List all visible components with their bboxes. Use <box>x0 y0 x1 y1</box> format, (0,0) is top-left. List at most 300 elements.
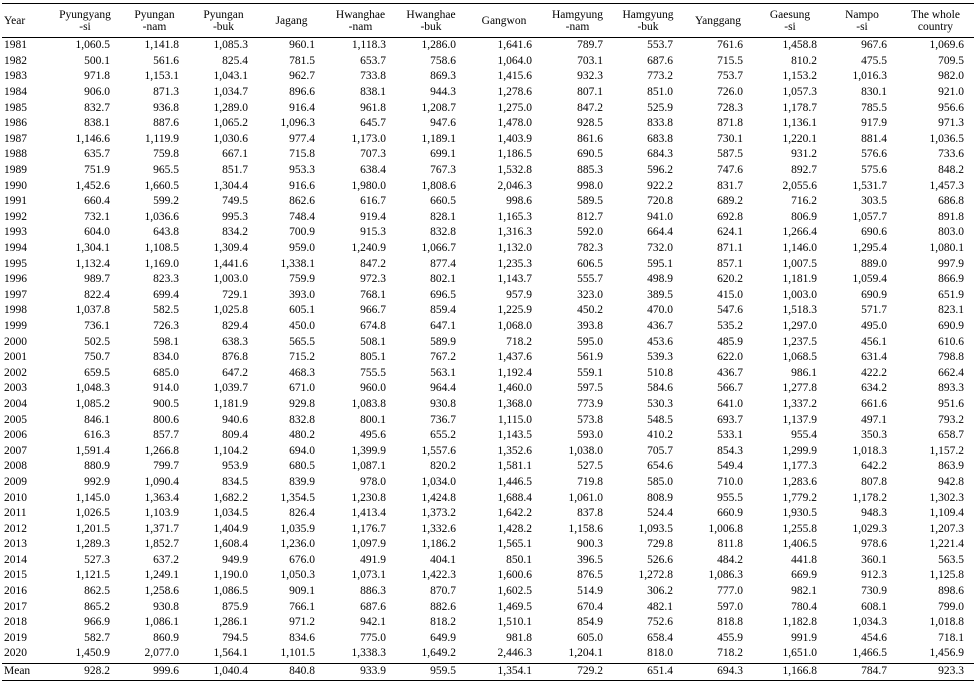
value-cell: 777.0 <box>717 585 743 598</box>
value-cell: 608.1 <box>861 600 887 613</box>
value-cell: 1,165.3 <box>497 210 532 223</box>
value-cell: 932.3 <box>577 70 603 83</box>
value-cell: 1,368.0 <box>497 397 532 410</box>
value-cell: 955.4 <box>791 429 817 442</box>
year-cell: 2019 <box>4 631 27 644</box>
value-cell: 661.6 <box>861 397 887 410</box>
value-cell: 1,036.5 <box>929 132 964 145</box>
year-cell: 1989 <box>4 164 27 177</box>
table-row <box>2 100 974 116</box>
value-cell: 1,181.9 <box>782 273 817 286</box>
value-cell: 887.6 <box>153 117 179 130</box>
value-cell: 1,371.7 <box>144 522 179 535</box>
value-cell: 482.1 <box>647 600 673 613</box>
value-cell: 729.2 <box>542 663 613 680</box>
value-cell: 436.7 <box>647 319 673 332</box>
value-cell: 1,121.5 <box>75 569 110 582</box>
value-cell: 1,531.7 <box>852 179 887 192</box>
value-cell: 1,118.3 <box>351 39 386 52</box>
year-cell: 1996 <box>4 273 27 286</box>
value-cell: 1,338.1 <box>280 257 315 270</box>
value-cell: 715.8 <box>289 148 315 161</box>
value-cell: 1,808.6 <box>421 179 456 192</box>
value-cell: 573.8 <box>577 413 603 426</box>
value-cell: 692.8 <box>717 210 743 223</box>
value-cell: 931.2 <box>791 148 817 161</box>
value-cell: 1,304.4 <box>213 179 248 192</box>
value-cell: 900.3 <box>577 538 603 551</box>
value-cell: 834.6 <box>289 631 315 644</box>
year-cell: 1999 <box>4 319 27 332</box>
value-cell: 1,186.5 <box>497 148 532 161</box>
value-cell: 468.3 <box>289 366 315 379</box>
value-cell: 576.6 <box>861 148 887 161</box>
value-cell: 694.3 <box>683 663 753 680</box>
value-cell: 1,132.0 <box>497 242 532 255</box>
value-cell: 870.7 <box>430 585 456 598</box>
value-cell: 851.0 <box>647 86 673 99</box>
value-cell: 422.2 <box>861 366 887 379</box>
value-cell: 1,057.7 <box>852 210 887 223</box>
value-cell: 624.1 <box>717 226 743 239</box>
value-cell: 689.2 <box>717 195 743 208</box>
value-cell: 699.1 <box>430 148 456 161</box>
value-cell: 404.1 <box>430 553 456 566</box>
year-cell: 2015 <box>4 569 27 582</box>
value-cell: 989.7 <box>84 273 110 286</box>
table-row <box>2 490 974 506</box>
value-cell: 1,038.0 <box>568 444 603 457</box>
value-cell: 563.1 <box>430 366 456 379</box>
value-cell: 694.0 <box>289 444 315 457</box>
column-header-line2: -si <box>856 20 868 33</box>
value-cell: 726.3 <box>153 319 179 332</box>
value-cell: 831.7 <box>717 179 743 192</box>
value-cell: 323.0 <box>577 288 603 301</box>
value-cell: 807.1 <box>577 86 603 99</box>
value-cell: 561.9 <box>577 351 603 364</box>
value-cell: 977.4 <box>289 132 315 145</box>
value-cell: 582.7 <box>84 631 110 644</box>
value-cell: 876.8 <box>222 351 248 364</box>
value-cell: 1,066.7 <box>421 242 456 255</box>
value-cell: 616.7 <box>360 195 386 208</box>
value-cell: 1,003.0 <box>213 273 248 286</box>
value-cell: 649.9 <box>430 631 456 644</box>
value-cell: 1,332.6 <box>421 522 456 535</box>
value-cell: 834.2 <box>222 226 248 239</box>
value-cell: 707.3 <box>360 148 386 161</box>
value-cell: 514.9 <box>577 585 603 598</box>
value-cell: 781.5 <box>289 54 315 67</box>
value-cell: 1,064.0 <box>497 54 532 67</box>
value-cell: 775.0 <box>360 631 386 644</box>
value-cell: 662.4 <box>938 366 964 379</box>
table-row <box>2 288 974 304</box>
value-cell: 1,086.1 <box>144 616 179 629</box>
value-cell: 1,354.5 <box>280 491 315 504</box>
value-cell: 1,852.7 <box>144 538 179 551</box>
year-cell: 1995 <box>4 257 27 270</box>
value-cell: 729.8 <box>647 538 673 551</box>
value-cell: 1,641.6 <box>497 39 532 52</box>
column-header-line2: -buk <box>212 20 235 33</box>
value-cell: 655.2 <box>430 429 456 442</box>
value-cell: 986.1 <box>791 366 817 379</box>
mean-label: Mean <box>2 663 50 680</box>
value-cell: 838.1 <box>360 86 386 99</box>
value-cell: 972.3 <box>360 273 386 286</box>
value-cell: 1,086.5 <box>213 585 248 598</box>
year-cell: 1984 <box>4 86 27 99</box>
table-row <box>2 412 974 428</box>
column-header-line1: Hwanghae <box>406 8 456 21</box>
value-cell: 793.2 <box>938 413 964 426</box>
value-cell: 1,040.4 <box>189 663 258 680</box>
value-cell: 1,087.1 <box>351 460 386 473</box>
value-cell: 497.1 <box>861 413 887 426</box>
value-cell: 1,428.2 <box>497 522 532 535</box>
value-cell: 605.1 <box>289 304 315 317</box>
year-cell: 1992 <box>4 210 27 223</box>
value-cell: 667.1 <box>222 148 248 161</box>
value-cell: 1,080.1 <box>929 242 964 255</box>
value-cell: 753.7 <box>717 70 743 83</box>
value-cell: 658.7 <box>938 429 964 442</box>
table-row <box>2 397 974 413</box>
value-cell: 953.9 <box>222 460 248 473</box>
value-cell: 726.0 <box>717 86 743 99</box>
year-cell: 2004 <box>4 397 27 410</box>
value-cell: 953.3 <box>289 164 315 177</box>
value-cell: 848.2 <box>938 164 964 177</box>
table-row <box>2 303 974 319</box>
value-cell: 862.6 <box>289 195 315 208</box>
value-cell: 961.8 <box>360 101 386 114</box>
value-cell: 456.1 <box>861 335 887 348</box>
value-cell: 1,096.3 <box>280 117 315 130</box>
value-cell: 947.6 <box>430 117 456 130</box>
value-cell: 1,404.9 <box>213 522 248 535</box>
value-cell: 964.4 <box>430 382 456 395</box>
value-cell: 595.0 <box>577 335 603 348</box>
value-cell: 854.3 <box>717 444 743 457</box>
year-cell: 2010 <box>4 491 27 504</box>
value-cell: 1,143.5 <box>497 429 532 442</box>
value-cell: 670.4 <box>577 600 603 613</box>
value-cell: 1,119.9 <box>144 132 179 145</box>
value-cell: 575.6 <box>861 164 887 177</box>
column-header <box>120 4 189 38</box>
value-cell: 991.9 <box>791 631 817 644</box>
value-cell: 768.1 <box>360 288 386 301</box>
year-cell: 2012 <box>4 522 27 535</box>
value-cell: 1,478.0 <box>497 117 532 130</box>
value-cell: 818.8 <box>717 616 743 629</box>
value-cell: 587.5 <box>717 148 743 161</box>
value-cell: 1,236.0 <box>280 538 315 551</box>
value-cell: 502.5 <box>84 335 110 348</box>
value-cell: 1,125.8 <box>929 569 964 582</box>
value-cell: 647.1 <box>430 319 456 332</box>
value-cell: 631.4 <box>861 351 887 364</box>
value-cell: 1,249.1 <box>144 569 179 582</box>
value-cell: 854.9 <box>577 616 603 629</box>
column-header-line2: -nam <box>142 20 167 33</box>
value-cell: 857.7 <box>153 429 179 442</box>
value-cell: 1,688.4 <box>497 491 532 504</box>
value-cell: 811.8 <box>717 538 743 551</box>
value-cell: 565.5 <box>289 335 315 348</box>
value-cell: 620.2 <box>717 273 743 286</box>
value-cell: 1,173.0 <box>351 132 386 145</box>
value-cell: 703.1 <box>577 54 603 67</box>
year-cell: 2014 <box>4 553 27 566</box>
value-cell: 1,235.3 <box>497 257 532 270</box>
value-cell: 891.8 <box>938 210 964 223</box>
value-cell: 914.0 <box>153 382 179 395</box>
value-cell: 909.1 <box>289 585 315 598</box>
value-cell: 555.7 <box>577 273 603 286</box>
value-cell: 719.8 <box>577 475 603 488</box>
value-cell: 892.7 <box>791 164 817 177</box>
value-cell: 660.9 <box>717 507 743 520</box>
column-header <box>542 4 613 38</box>
value-cell: 982.0 <box>938 70 964 83</box>
value-cell: 944.3 <box>430 86 456 99</box>
value-cell: 1,034.3 <box>852 616 887 629</box>
year-cell: 2013 <box>4 538 27 551</box>
year-cell: 1997 <box>4 288 27 301</box>
value-cell: 898.6 <box>938 585 964 598</box>
column-header-line1: Gangwon <box>481 14 527 27</box>
value-cell: 605.0 <box>577 631 603 644</box>
value-cell: 808.9 <box>647 491 673 504</box>
table-row <box>2 365 974 381</box>
value-cell: 812.7 <box>577 210 603 223</box>
column-header <box>50 4 120 38</box>
value-cell: 598.1 <box>153 335 179 348</box>
value-cell: 832.7 <box>84 101 110 114</box>
value-cell: 871.1 <box>717 242 743 255</box>
value-cell: 436.7 <box>717 366 743 379</box>
value-cell: 495.0 <box>861 319 887 332</box>
value-cell: 491.9 <box>360 553 386 566</box>
value-cell: 859.4 <box>430 304 456 317</box>
value-cell: 1,036.6 <box>144 210 179 223</box>
value-cell: 1,068.0 <box>497 319 532 332</box>
value-cell: 929.8 <box>289 397 315 410</box>
value-cell: 597.5 <box>577 382 603 395</box>
value-cell: 882.6 <box>430 600 456 613</box>
value-cell: 1,025.8 <box>213 304 248 317</box>
value-cell: 959.0 <box>289 242 315 255</box>
value-cell: 535.2 <box>717 319 743 332</box>
year-cell: 2001 <box>4 351 27 364</box>
value-cell: 622.0 <box>717 351 743 364</box>
value-cell: 900.5 <box>153 397 179 410</box>
value-cell: 794.5 <box>222 631 248 644</box>
column-header <box>396 4 466 38</box>
value-cell: 1,299.9 <box>782 444 817 457</box>
value-cell: 948.3 <box>861 507 887 520</box>
value-cell: 846.1 <box>84 413 110 426</box>
value-cell: 823.3 <box>153 273 179 286</box>
value-cell: 1,450.9 <box>75 647 110 660</box>
value-cell: 915.3 <box>360 226 386 239</box>
value-cell: 957.9 <box>506 288 532 301</box>
value-cell: 699.4 <box>153 288 179 301</box>
value-cell: 1,221.4 <box>929 538 964 551</box>
value-cell: 799.7 <box>153 460 179 473</box>
value-cell: 539.3 <box>647 351 673 364</box>
value-cell: 1,286.0 <box>421 39 456 52</box>
table-row <box>2 256 974 272</box>
value-cell: 508.1 <box>360 335 386 348</box>
value-cell: 1,207.3 <box>929 522 964 535</box>
value-cell: 1,338.3 <box>351 647 386 660</box>
year-cell: 2020 <box>4 647 27 660</box>
value-cell: 653.7 <box>360 54 386 67</box>
value-cell: 664.4 <box>647 226 673 239</box>
value-cell: 1,103.9 <box>144 507 179 520</box>
value-cell: 1,225.9 <box>497 304 532 317</box>
value-cell: 589.5 <box>577 195 603 208</box>
value-cell: 906.0 <box>84 86 110 99</box>
table-row <box>2 443 974 459</box>
value-cell: 393.0 <box>289 288 315 301</box>
value-cell: 1,059.4 <box>852 273 887 286</box>
value-cell: 749.5 <box>222 195 248 208</box>
value-cell: 584.6 <box>647 382 673 395</box>
value-cell: 851.7 <box>222 164 248 177</box>
value-cell: 715.5 <box>717 54 743 67</box>
value-cell: 1,190.0 <box>213 569 248 582</box>
value-cell: 1,178.2 <box>852 491 887 504</box>
value-cell: 1,146.6 <box>75 132 110 145</box>
value-cell: 710.0 <box>717 475 743 488</box>
value-cell: 470.0 <box>647 304 673 317</box>
table-row <box>2 646 974 663</box>
value-cell: 1,460.0 <box>497 382 532 395</box>
value-cell: 834.5 <box>222 475 248 488</box>
year-cell: 2018 <box>4 616 27 629</box>
value-cell: 940.6 <box>222 413 248 426</box>
value-cell: 687.6 <box>360 600 386 613</box>
value-cell: 1,441.6 <box>213 257 248 270</box>
value-cell: 933.9 <box>325 663 396 680</box>
value-cell: 651.9 <box>938 288 964 301</box>
value-cell: 759.9 <box>289 273 315 286</box>
value-cell: 773.2 <box>647 70 673 83</box>
table-header <box>2 4 974 38</box>
value-cell: 685.0 <box>153 366 179 379</box>
table-row <box>2 210 974 226</box>
value-cell: 1,289.0 <box>213 101 248 114</box>
column-header-line2: -si <box>79 20 91 33</box>
year-cell: 2011 <box>4 507 27 520</box>
value-cell: 441.8 <box>791 553 817 566</box>
value-cell: 1,085.3 <box>213 39 248 52</box>
value-cell: 454.6 <box>861 631 887 644</box>
value-cell: 643.8 <box>153 226 179 239</box>
value-cell: 922.2 <box>647 179 673 192</box>
value-cell: 589.9 <box>430 335 456 348</box>
value-cell: 1,007.5 <box>782 257 817 270</box>
value-cell: 1,153.1 <box>144 70 179 83</box>
table-row <box>2 428 974 444</box>
value-cell: 1,182.8 <box>782 616 817 629</box>
column-header-line1: Hamgyung <box>551 8 604 21</box>
column-header-line1: The whole <box>911 8 960 21</box>
value-cell: 840.8 <box>258 663 325 680</box>
value-cell: 561.6 <box>153 54 179 67</box>
year-cell: 2007 <box>4 444 27 457</box>
column-header-line1: Pyungan <box>203 8 244 21</box>
value-cell: 998.6 <box>506 195 532 208</box>
value-cell: 638.3 <box>222 335 248 348</box>
value-cell: 919.4 <box>360 210 386 223</box>
value-cell: 566.7 <box>717 382 743 395</box>
value-cell: 1,452.6 <box>75 179 110 192</box>
value-cell: 880.9 <box>84 460 110 473</box>
value-cell: 876.5 <box>577 569 603 582</box>
value-cell: 942.8 <box>938 475 964 488</box>
value-cell: 1,415.6 <box>497 70 532 83</box>
value-cell: 1,101.5 <box>280 647 315 660</box>
value-cell: 1,564.1 <box>213 647 248 660</box>
value-cell: 1,192.4 <box>497 366 532 379</box>
value-cell: 1,158.6 <box>568 522 603 535</box>
year-cell: 1998 <box>4 304 27 317</box>
column-header-line1: Pyungan <box>134 8 175 21</box>
value-cell: 500.1 <box>84 54 110 67</box>
value-cell: 966.9 <box>84 616 110 629</box>
year-cell: 2016 <box>4 585 27 598</box>
column-header-line1: Yanggang <box>694 14 742 27</box>
column-header <box>683 4 753 38</box>
value-cell: 1,240.9 <box>351 242 386 255</box>
value-cell: 635.7 <box>84 148 110 161</box>
value-cell: 889.0 <box>861 257 887 270</box>
value-cell: 1,037.8 <box>75 304 110 317</box>
value-cell: 828.1 <box>430 210 456 223</box>
value-cell: 527.3 <box>84 553 110 566</box>
value-cell: 730.9 <box>861 585 887 598</box>
value-cell: 599.2 <box>153 195 179 208</box>
value-cell: 1,048.3 <box>75 382 110 395</box>
value-cell: 1,286.1 <box>213 616 248 629</box>
value-cell: 547.6 <box>717 304 743 317</box>
value-cell: 1,176.7 <box>351 522 386 535</box>
value-cell: 415.0 <box>717 288 743 301</box>
value-cell: 1,422.3 <box>421 569 456 582</box>
value-cell: 928.5 <box>577 117 603 130</box>
value-cell: 1,065.2 <box>213 117 248 130</box>
value-cell: 767.3 <box>430 164 456 177</box>
value-cell: 1,030.6 <box>213 132 248 145</box>
value-cell: 549.4 <box>717 460 743 473</box>
year-cell: 2002 <box>4 366 27 379</box>
value-cell: 306.2 <box>647 585 673 598</box>
value-cell: 767.2 <box>430 351 456 364</box>
value-cell: 748.4 <box>289 210 315 223</box>
value-cell: 1,457.3 <box>929 179 964 192</box>
value-cell: 1,018.8 <box>929 616 964 629</box>
value-cell: 912.3 <box>861 569 887 582</box>
value-cell: 592.0 <box>577 226 603 239</box>
value-cell: 732.0 <box>647 242 673 255</box>
